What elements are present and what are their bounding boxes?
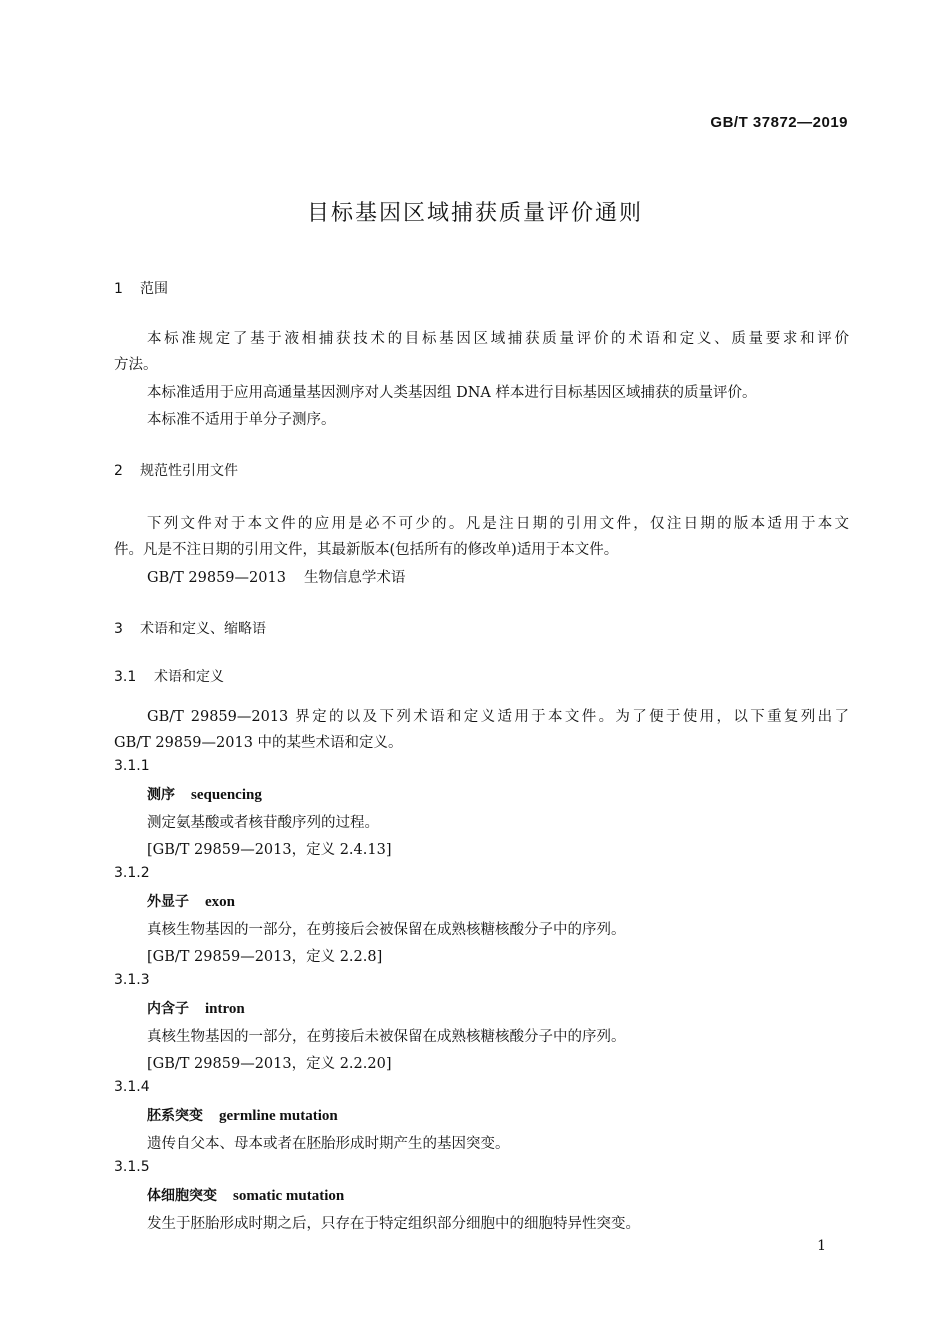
- subsection-3-1-heading: [114, 666, 224, 686]
- section-1-heading: [114, 278, 168, 298]
- section-2-heading: [114, 460, 238, 480]
- term-en: sequencing: [191, 787, 262, 803]
- document-title: 目标基因区域捕获质量评价通则: [306, 201, 643, 226]
- references-paragraph-line-2: 件。凡是不注日期的引用文件，其最新版本(包括所有的修改单)适用于本文件。: [114, 542, 619, 558]
- term-en: intron: [205, 1001, 245, 1017]
- terms-intro-line-1: GB/T 29859—2013 界定的以及下列术语和定义适用于本文件。为了便于使用，以下重复列出了: [147, 709, 849, 725]
- term-heading: [147, 784, 262, 804]
- subsection-3-1-number: 3.1: [114, 669, 137, 685]
- scope-paragraph-2: 本标准适用于应用高通量基因测序对人类基因组 DNA 样本进行目标基因区域捕获的质量评价。: [147, 385, 757, 401]
- document-number: GB/T 37872—2019: [710, 114, 848, 131]
- reference-title: 生物信息学术语: [303, 570, 406, 586]
- term-en: germline mutation: [219, 1108, 338, 1124]
- term-heading: [147, 998, 245, 1018]
- term-zh: 测序: [147, 787, 175, 803]
- term-source: [GB/T 29859—2013，定义 2.4.13]: [147, 842, 392, 858]
- term-definition: 遗传自父本、母本或者在胚胎形成时期产生的基因突变。: [147, 1136, 510, 1152]
- section-3-number: 3: [114, 621, 123, 637]
- section-1-title: 范围: [140, 281, 168, 297]
- term-heading: [147, 891, 235, 911]
- term-definition: 测定氨基酸或者核苷酸序列的过程。: [147, 815, 379, 831]
- term-clause-number: 3.1.3: [114, 972, 150, 988]
- scope-paragraph-3: 本标准不适用于单分子测序。: [147, 412, 336, 428]
- term-source: [GB/T 29859—2013，定义 2.2.8]: [147, 949, 383, 965]
- term-clause-number: 3.1.1: [114, 758, 150, 774]
- term-source: [GB/T 29859—2013，定义 2.2.20]: [147, 1056, 392, 1072]
- term-definition: 发生于胚胎形成时期之后，只存在于特定组织部分细胞中的细胞特异性突变。: [147, 1216, 640, 1232]
- term-heading: [147, 1185, 344, 1205]
- reference-item: [147, 566, 405, 587]
- term-clause-number: 3.1.2: [114, 865, 150, 881]
- page-number: 1: [817, 1238, 826, 1254]
- term-en: somatic mutation: [233, 1188, 345, 1204]
- scope-paragraph-1-line-2: 方法。: [114, 357, 158, 373]
- terms-intro-line-2: GB/T 29859—2013 中的某些术语和定义。: [114, 735, 403, 751]
- section-3-heading: [114, 618, 266, 638]
- subsection-3-1-title: 术语和定义: [154, 669, 224, 685]
- term-definition: 真核生物基因的一部分，在剪接后未被保留在成熟核糖核酸分子中的序列。: [147, 1029, 626, 1045]
- references-paragraph-line-1: 下列文件对于本文件的应用是必不可少的。凡是注日期的引用文件，仅注日期的版本适用于本文: [147, 516, 849, 532]
- section-2-title: 规范性引用文件: [140, 463, 238, 479]
- term-zh: 体细胞突变: [147, 1188, 217, 1204]
- reference-code: GB/T 29859—2013: [147, 570, 286, 586]
- term-clause-number: 3.1.5: [114, 1159, 150, 1175]
- scope-paragraph-1-line-1: 本标准规定了基于液相捕获技术的目标基因区域捕获质量评价的术语和定义、质量要求和评价: [147, 331, 849, 347]
- term-definition: 真核生物基因的一部分，在剪接后会被保留在成熟核糖核酸分子中的序列。: [147, 922, 626, 938]
- term-clause-number: 3.1.4: [114, 1079, 150, 1095]
- term-zh: 胚系突变: [147, 1108, 203, 1124]
- term-zh: 内含子: [147, 1001, 189, 1017]
- section-1-number: 1: [114, 281, 123, 297]
- section-3-title: 术语和定义、缩略语: [140, 621, 266, 637]
- term-heading: [147, 1105, 338, 1125]
- term-zh: 外显子: [147, 894, 189, 910]
- term-en: exon: [205, 894, 235, 910]
- section-2-number: 2: [114, 463, 123, 479]
